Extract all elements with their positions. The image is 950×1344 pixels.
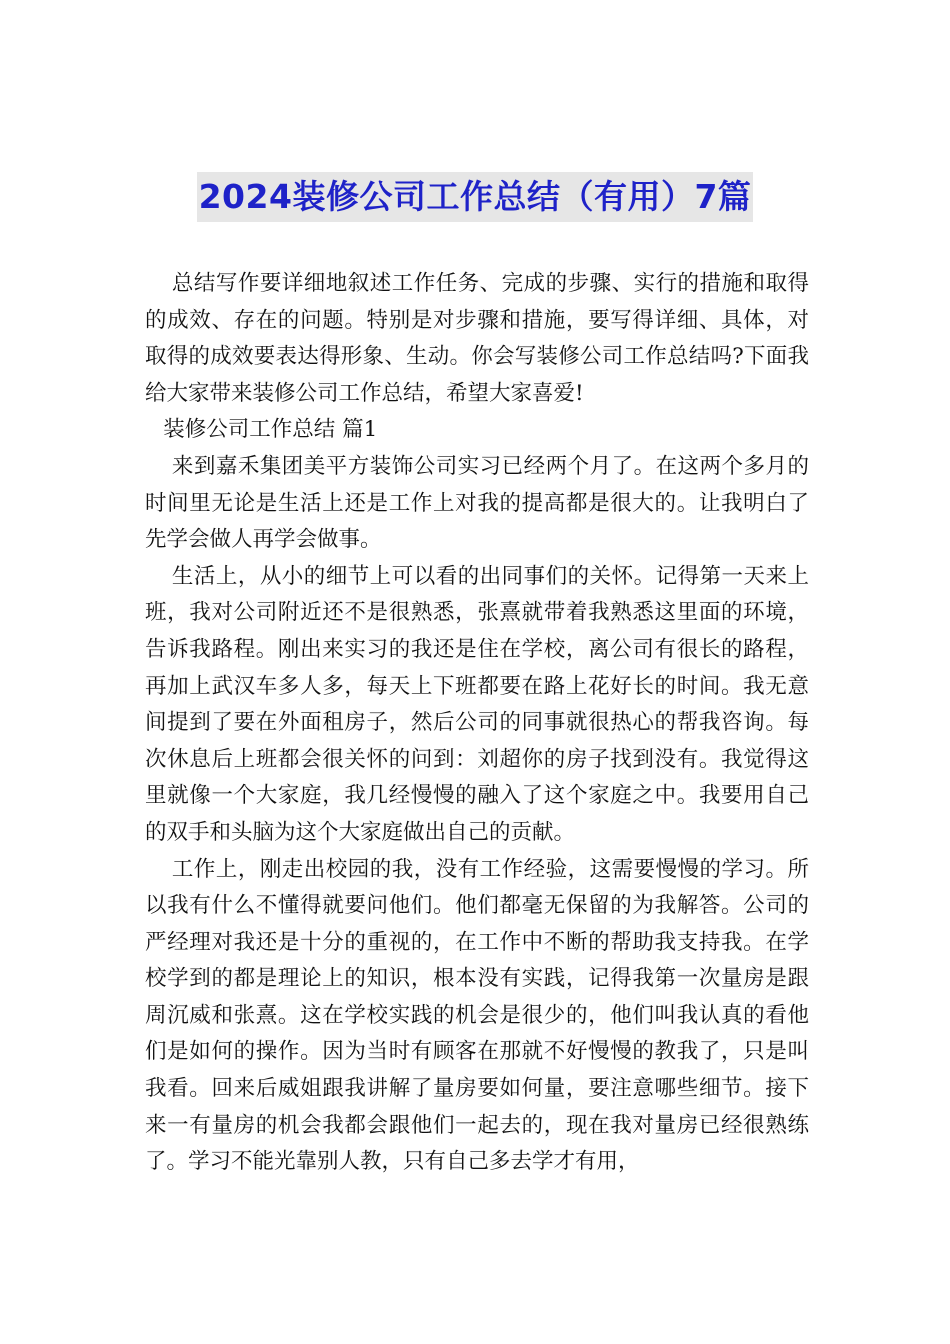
title-container <box>0 172 950 222</box>
document-title: 2024装修公司工作总结（有用）7篇 <box>197 172 754 222</box>
body-paragraph-3: 工作上，刚走出校园的我，没有工作经验，这需要慢慢的学习。所以我有什么不懂得就要问他们。他们都毫无保留的为我解答。公司的严经理对我还是十分的重视的，在工作中不断的帮助我支持我。在学校学到的都是理论上的知识，根本没有实践，记得我第一次量房是跟周沉威和张熹。这在学校实践的机会是很少的，他们叫我认真的看他们是如何的操作。因为当时有顾客在那就不好慢慢的教我了，只是叫我看。回来后威姐跟我讲解了量房要如何量，要注意哪些细节。接下来一有量房的机会我都会跟他们一起去的，现在我对量房已经很熟练了。学习不能光靠别人教，只有自己多去学才有用， <box>145 856 809 1175</box>
section-heading: 装修公司工作总结 篇1 <box>163 417 378 443</box>
intro-paragraph: 总结写作要详细地叙述工作任务、完成的步骤、实行的措施和取得的成效、存在的问题。特别是对步骤和措施，要写得详细、具体，对取得的成效要表达得形象、生动。你会写装修公司工作总结吗?下面我给大家带来装修公司工作总结，希望大家喜爱! <box>145 271 809 406</box>
body-paragraph-1: 来到嘉禾集团美平方装饰公司实习已经两个月了。在这两个多月的时间里无论是生活上还是工作上对我的提高都是很大的。让我明白了先学会做人再学会做事。 <box>145 453 809 553</box>
body-paragraph-2: 生活上，从小的细节上可以看的出同事们的关怀。记得第一天来上班，我对公司附近还不是很熟悉，张熹就带着我熟悉这里面的环境，告诉我路程。刚出来实习的我还是住在学校，离公司有很长的路程，再加上武汉车多人多，每天上下班都要在路上花好长的时间。我无意间提到了要在外面租房子，然后公司的同事就很热心的帮我咨询。每次休息后上班都会很关怀的问到：刘超你的房子找到没有。我觉得这里就像一个大家庭，我几经慢慢的融入了这个家庭之中。我要用自己的双手和头脑为这个大家庭做出自己的贡献。 <box>145 563 809 845</box>
document-body <box>145 266 809 1181</box>
